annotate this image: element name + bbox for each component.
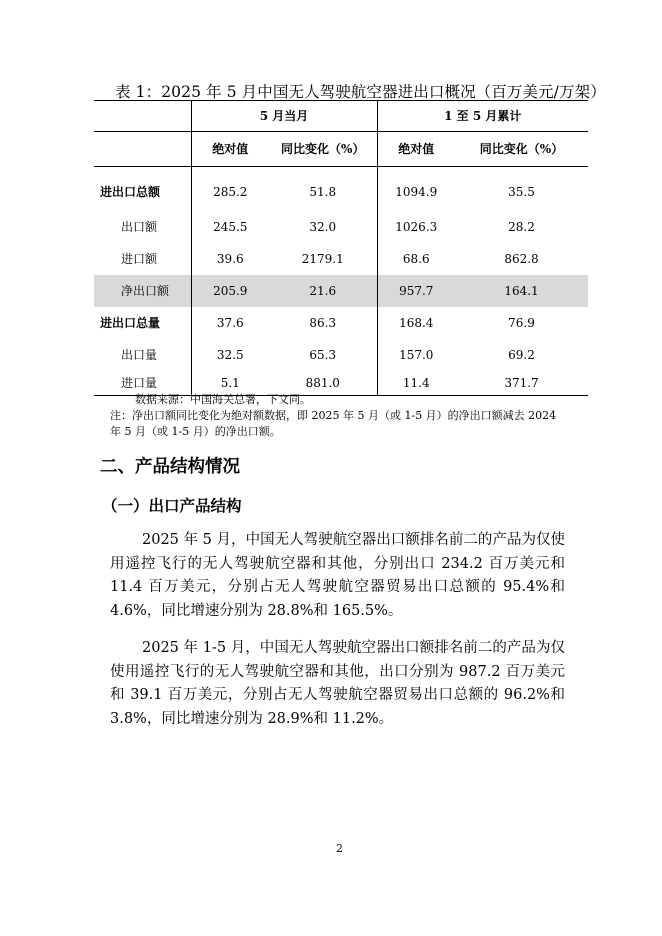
- table-cell: 32.5: [216, 348, 244, 362]
- section-heading: 二、产品结构情况: [100, 457, 240, 477]
- table-source-note: 数据来源：中国海关总署，下文同。: [135, 393, 311, 406]
- table-cell: 205.9: [191, 275, 269, 307]
- table-cell: 68.6: [402, 252, 430, 266]
- table-cell: 51.8: [269, 167, 377, 212]
- table-cell: 69.2: [508, 348, 535, 362]
- body-paragraph: 2025 年 1-5 月，中国无人驾驶航空器出口额排名前二的产品为仅使用遥控飞行的无人驾驶航空器和其他，出口分别为 987.2 百万美元和 39.1 百万美元，分别占无人驾驶航空器贸易出口总额的 96.2%和 3.8%，同比增速分别为 28.9%和 11.2%。: [110, 640, 565, 727]
- table-cell: 76.9: [508, 316, 535, 330]
- table-row: [94, 243, 588, 275]
- body-paragraph: 2025 年 5 月，中国无人驾驶航空器出口额排名前二的产品为仅使用遥控飞行的无人驾驶航空器和其他，分别出口 234.2 百万美元和 11.4 百万美元，分别占无人驾驶航空器贸易出口总额的 95.4%和 4.6%，同比增速分别为 28.8%和 165.5%。: [110, 532, 565, 619]
- table-cell: 881.0: [269, 371, 377, 396]
- table-row: [94, 307, 588, 339]
- group-header-may: 5 月当月: [191, 101, 377, 132]
- table-cell: 1026.3: [395, 220, 438, 234]
- row-label: 进出口总额: [94, 167, 191, 212]
- sub-header-cell: 绝对值: [191, 132, 269, 167]
- row-label: 进口量: [94, 371, 191, 396]
- table-footnote-line2: 年 5 月（或 1-5 月）的净出口额。: [110, 425, 281, 438]
- table-cell: 371.7: [455, 371, 588, 396]
- sub-header-cell: 同比变化（%）: [269, 132, 377, 167]
- table-cell: 285.2: [213, 185, 248, 199]
- table-cell: 39.6: [216, 252, 244, 266]
- row-label: 净出口额: [94, 275, 191, 307]
- sub-header-cell: 同比变化（%）: [455, 132, 588, 167]
- table-cell: 1094.9: [395, 185, 438, 199]
- table-cell: 157.0: [399, 348, 434, 362]
- table-cell: 28.2: [508, 220, 535, 234]
- table-cell: 65.3: [269, 339, 377, 371]
- table-cell: 86.3: [269, 307, 377, 339]
- group-header-jan-may: 1 至 5 月累计: [377, 101, 588, 132]
- table-row: [94, 339, 588, 371]
- table-cell: 164.1: [455, 275, 588, 307]
- table-cell: 957.7: [377, 275, 455, 307]
- subsection-heading: （一）出口产品结构: [102, 497, 242, 515]
- table-sub-header-row: [94, 132, 588, 167]
- header-blank-cell: [94, 101, 191, 132]
- table-group-header-row: [94, 101, 588, 132]
- table-cell: 5.1: [191, 371, 269, 396]
- table-row-highlighted: [94, 275, 588, 307]
- header-blank-cell: [94, 132, 191, 167]
- trade-summary-table: [94, 100, 588, 396]
- table-cell: 37.6: [216, 316, 244, 330]
- table-cell: 35.5: [508, 185, 535, 199]
- table-cell: 11.4: [377, 371, 455, 396]
- table-cell: 21.6: [269, 275, 377, 307]
- row-label: 进出口总量: [94, 307, 191, 339]
- table-footnote-line1: 注：净出口额同比变化为绝对额数据，即 2025 年 5 月（或 1-5 月）的净出口额减去 2024: [110, 409, 557, 422]
- table-row: [94, 211, 588, 243]
- table-title: 表 1：2025 年 5 月中国无人驾驶航空器进出口概况（百万美元/万架）: [115, 83, 606, 101]
- table-row: [94, 167, 588, 212]
- table-cell: 862.8: [504, 252, 539, 266]
- table-cell: 32.0: [269, 211, 377, 243]
- row-label: 出口量: [94, 339, 191, 371]
- table-cell: 245.5: [213, 220, 248, 234]
- sub-header-cell: 绝对值: [377, 132, 455, 167]
- table-cell: 2179.1: [269, 243, 377, 275]
- row-label: 出口额: [94, 211, 191, 243]
- row-label: 进口额: [94, 243, 191, 275]
- table-cell: 168.4: [399, 316, 434, 330]
- page-number: 2: [336, 842, 343, 855]
